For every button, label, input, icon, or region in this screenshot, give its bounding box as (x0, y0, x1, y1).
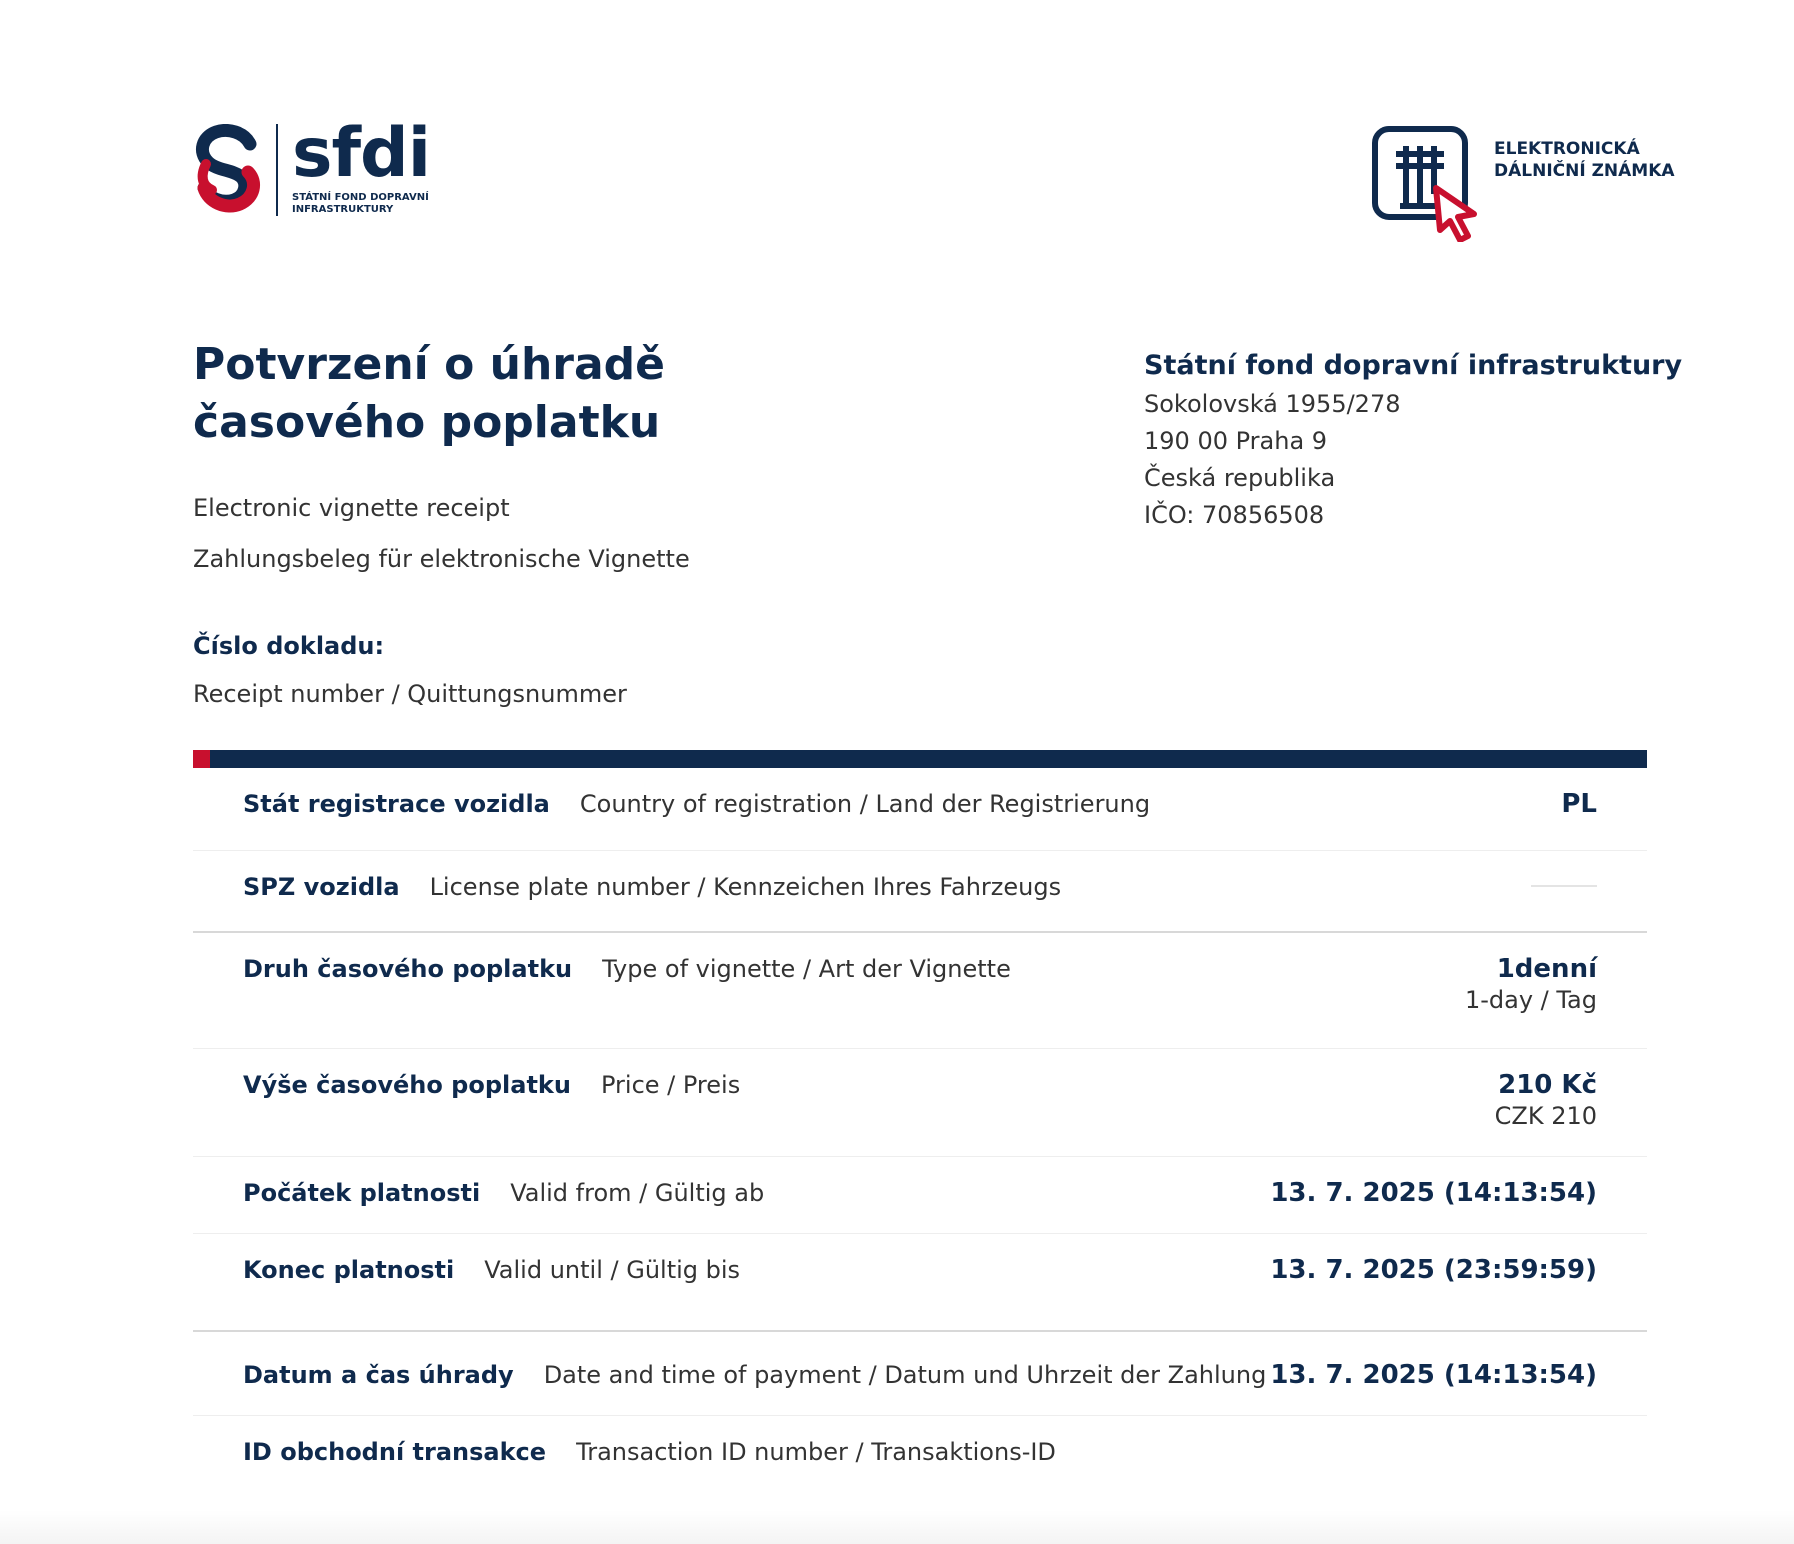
row-label (243, 1256, 740, 1284)
issuer-street: Sokolovská 1955/278 (1144, 390, 1401, 418)
row-label-translation: Valid from / Gültig ab (510, 1179, 765, 1207)
receipt-number-translation: Receipt number / Quittungsnummer (193, 680, 627, 708)
row-label-translation: License plate number / Kennzeichen Ihres Fahrzeugs (429, 873, 1062, 901)
row-value-main: 1denní (1496, 954, 1597, 984)
row-label-translation: Price / Preis (600, 1071, 741, 1099)
row-label-czech: SPZ vozidla (243, 873, 400, 901)
edz-logo-text (1494, 138, 1675, 182)
row-label-czech: Konec platnosti (243, 1256, 455, 1284)
row-value-main: 13. 7. 2025 (23:59:59) (1270, 1255, 1597, 1285)
row-value-main: 210 Kč (1498, 1070, 1597, 1100)
row-label-czech: Výše časového poplatku (243, 1071, 571, 1099)
sfdi-logo-text (292, 114, 442, 216)
sfdi-subtext: STÁTNÍ FOND DOPRAVNÍ INFRASTRUKTURY (292, 192, 429, 215)
logo-divider (276, 124, 278, 216)
row-value (1270, 1254, 1597, 1286)
row-value-main: PL (1561, 789, 1597, 819)
row-label-translation: Country of registration / Land der Registrierung (579, 790, 1151, 818)
edz-logo (1370, 124, 1675, 242)
row-value (1531, 871, 1597, 887)
issuer-address (1144, 346, 1683, 534)
row-value-secondary: 1-day / Tag (1464, 986, 1597, 1014)
table-row-price (193, 1049, 1647, 1157)
row-value (1561, 788, 1597, 820)
edz-text-line1: ELEKTRONICKÁ (1494, 139, 1640, 159)
sfdi-wordmark: sfdi (292, 114, 431, 193)
page-title (193, 336, 753, 452)
row-label-czech: Počátek platnosti (243, 1179, 481, 1207)
row-label (243, 1071, 740, 1099)
table-row-valid-from (193, 1157, 1647, 1234)
table-row-valid-until (193, 1234, 1647, 1332)
row-value (1465, 953, 1597, 1015)
table-row-license-plate (193, 851, 1647, 933)
row-label (243, 790, 1150, 818)
row-value (1270, 1359, 1597, 1391)
row-value-main: 13. 7. 2025 (14:13:54) (1270, 1178, 1597, 1208)
row-value (1270, 1177, 1597, 1209)
row-label-translation: Transaction ID number / Transaktions-ID (576, 1438, 1056, 1466)
row-label (243, 1361, 1266, 1389)
row-label-czech: Druh časového poplatku (243, 955, 573, 983)
highway-cursor-icon (1370, 124, 1482, 242)
subtitle-english: Electronic vignette receipt (193, 494, 510, 522)
title-line-2: časového poplatku (193, 397, 661, 448)
issuer-country: Česká republika (1144, 464, 1336, 492)
row-label-translation: Date and time of payment / Datum und Uhrzeit der Zahlung (543, 1361, 1267, 1389)
row-label (243, 1438, 1056, 1466)
row-label-czech: ID obchodní transakce (243, 1438, 547, 1466)
page-bottom-edge (0, 1510, 1794, 1544)
subtitle-german: Zahlungsbeleg für elektronische Vignette (193, 545, 690, 573)
title-line-1: Potvrzení o úhradě (193, 339, 665, 390)
row-value (1495, 1069, 1597, 1131)
issuer-city: 190 00 Praha 9 (1144, 427, 1328, 455)
row-label-czech: Datum a čas úhrady (243, 1361, 514, 1389)
row-label (243, 873, 1061, 901)
sfdi-logo (192, 114, 442, 216)
row-label-translation: Type of vignette / Art der Vignette (602, 955, 1011, 983)
table-row-vignette-type (193, 933, 1647, 1049)
row-label-czech: Stát registrace vozidla (243, 790, 550, 818)
table-row-transaction-id (193, 1416, 1647, 1498)
issuer-ico: IČO: 70856508 (1144, 501, 1325, 529)
issuer-name: Státní fond dopravní infrastruktury (1144, 350, 1683, 381)
row-value-secondary: CZK 210 (1494, 1102, 1597, 1130)
table-header-bar (193, 750, 1647, 768)
row-value-main: 13. 7. 2025 (14:13:54) (1270, 1360, 1597, 1390)
receipt-number-label: Číslo dokladu: (193, 632, 385, 660)
table-header-accent (193, 750, 210, 768)
row-label-translation: Valid until / Gültig bis (484, 1256, 741, 1284)
details-table (193, 768, 1647, 1498)
row-label (243, 955, 1011, 983)
table-row-payment-date (193, 1332, 1647, 1416)
sfdi-s-logo-icon (192, 124, 262, 216)
edz-text-line2: DÁLNIČNÍ ZNÁMKA (1494, 161, 1675, 181)
row-label (243, 1179, 764, 1207)
table-row-country (193, 768, 1647, 851)
redacted-value-line (1531, 885, 1597, 887)
